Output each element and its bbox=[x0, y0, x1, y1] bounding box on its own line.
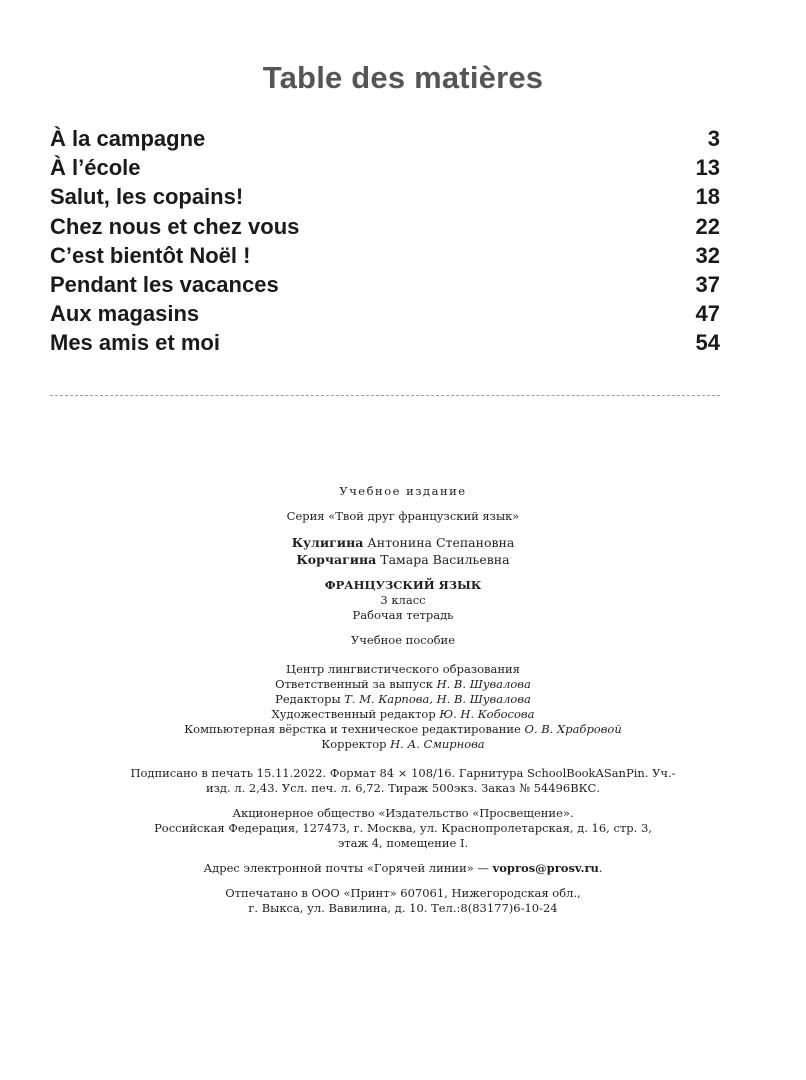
toc-entry-label: C’est bientôt Noël ! bbox=[50, 242, 251, 268]
email-label: Адрес электронной почты «Горячей линии» — bbox=[203, 861, 493, 875]
center-line: Центр лингвистического образования bbox=[286, 662, 520, 676]
toc-entry-label: Chez nous et chez vous bbox=[50, 213, 300, 239]
publisher-line: Российская Федерация, 127473, г. Москва, ул. Краснопролетарская, д. 16, стр. 3, bbox=[154, 821, 652, 835]
toc-entry-page: 47 bbox=[695, 301, 720, 327]
toc-leader-dots bbox=[150, 153, 676, 175]
toc-title: Table des matières bbox=[262, 60, 544, 95]
email-link[interactable]: vopros@prosv.ru bbox=[492, 861, 599, 875]
toc-entry bbox=[50, 182, 720, 211]
toc-entry-page: 37 bbox=[695, 271, 720, 297]
toc-entry bbox=[50, 212, 720, 241]
printer-line: г. Выкса, ул. Вавилина, д. 10. Тел.:8(83177)6-10-24 bbox=[248, 901, 558, 915]
toc-entry bbox=[50, 270, 720, 299]
toc-leader-dots bbox=[230, 328, 676, 350]
credit-name: Ю. Н. Кобосова bbox=[439, 707, 535, 721]
corrector-line bbox=[0, 737, 806, 752]
credit-label: Компьютерная вёрстка и техническое редактирование bbox=[184, 722, 525, 736]
credit-label: Ответственный за выпуск bbox=[275, 677, 437, 691]
grade-line: 3 класс bbox=[380, 593, 426, 607]
toc-entry-label: Salut, les copains! bbox=[50, 184, 244, 210]
author-line bbox=[0, 551, 806, 568]
toc-leader-dots bbox=[289, 270, 676, 292]
credit-name: Т. М. Карпова, Н. В. Шувалова bbox=[344, 692, 531, 706]
toc-entry bbox=[50, 124, 720, 153]
edition-type: Учебное издание bbox=[339, 484, 467, 498]
toc-entry-page: 18 bbox=[695, 184, 720, 210]
print-details-line: Подписано в печать 15.11.2022. Формат 84 × 108/16. Гарнитура SchoolBookASanPin. Уч.- bbox=[130, 766, 676, 780]
art-editor-line bbox=[0, 707, 806, 722]
author-surname: Кулигина bbox=[291, 535, 364, 550]
toc-leader-dots bbox=[215, 124, 676, 146]
author-line bbox=[0, 534, 806, 551]
print-details-line: изд. л. 2,43. Усл. печ. л. 6,72. Тираж 500экз. Заказ № 54496ВКС. bbox=[205, 781, 600, 795]
toc-entry bbox=[50, 299, 720, 328]
editors-line bbox=[0, 692, 806, 707]
credit-name: Н. А. Смирнова bbox=[390, 737, 485, 751]
email-punctuation: . bbox=[598, 861, 603, 875]
credit-label: Корректор bbox=[321, 737, 391, 751]
toc-entry-page: 32 bbox=[695, 242, 720, 268]
toc-entry bbox=[50, 241, 720, 270]
toc-entry bbox=[50, 328, 720, 357]
toc-entry-label: Aux magasins bbox=[50, 301, 200, 327]
toc-leader-dots bbox=[209, 299, 676, 321]
toc-entry-label: Mes amis et moi bbox=[50, 330, 220, 356]
publisher-line: Акционерное общество «Издательство «Просвещение». bbox=[232, 806, 574, 820]
credit-label: Художественный редактор bbox=[271, 707, 440, 721]
manual-line: Учебное пособие bbox=[350, 633, 456, 647]
credit-label: Редакторы bbox=[275, 692, 345, 706]
section-divider bbox=[50, 395, 720, 396]
toc-entry-page: 13 bbox=[695, 155, 720, 181]
book-type-line: Рабочая тетрадь bbox=[352, 608, 454, 622]
series-line: Серия «Твой друг французский язык» bbox=[286, 509, 520, 523]
toc-entry-label: À la campagne bbox=[50, 126, 206, 151]
toc-leader-dots bbox=[260, 241, 676, 263]
toc-entry-label: À l’école bbox=[50, 155, 141, 181]
toc-entry-label: Pendant les vacances bbox=[50, 271, 279, 297]
toc-entry-page: 22 bbox=[695, 213, 720, 239]
credit-name: Н. В. Шувалова bbox=[436, 677, 531, 691]
author-given-name: Антонина Степановна bbox=[363, 535, 515, 550]
publisher-line: этаж 4, помещение I. bbox=[337, 836, 469, 850]
credit-name: О. В. Храбровой bbox=[524, 722, 622, 736]
author-given-name: Тамара Васильевна bbox=[376, 552, 510, 567]
toc-leader-dots bbox=[253, 182, 676, 204]
toc-leader-dots bbox=[309, 212, 676, 234]
toc-entry-page: 54 bbox=[695, 330, 720, 356]
imprint-block bbox=[0, 484, 806, 916]
subject-title: ФРАНЦУЗСКИЙ ЯЗЫК bbox=[324, 578, 482, 592]
toc-entry bbox=[50, 153, 720, 182]
email-line bbox=[0, 861, 806, 876]
responsible-line bbox=[0, 677, 806, 692]
layout-credit-line bbox=[0, 722, 806, 737]
toc-list bbox=[50, 124, 720, 358]
toc-entry-page: 3 bbox=[707, 126, 720, 151]
printer-line: Отпечатано в ООО «Принт» 607061, Нижегородская обл., bbox=[225, 886, 581, 900]
author-surname: Корчагина bbox=[296, 552, 377, 567]
